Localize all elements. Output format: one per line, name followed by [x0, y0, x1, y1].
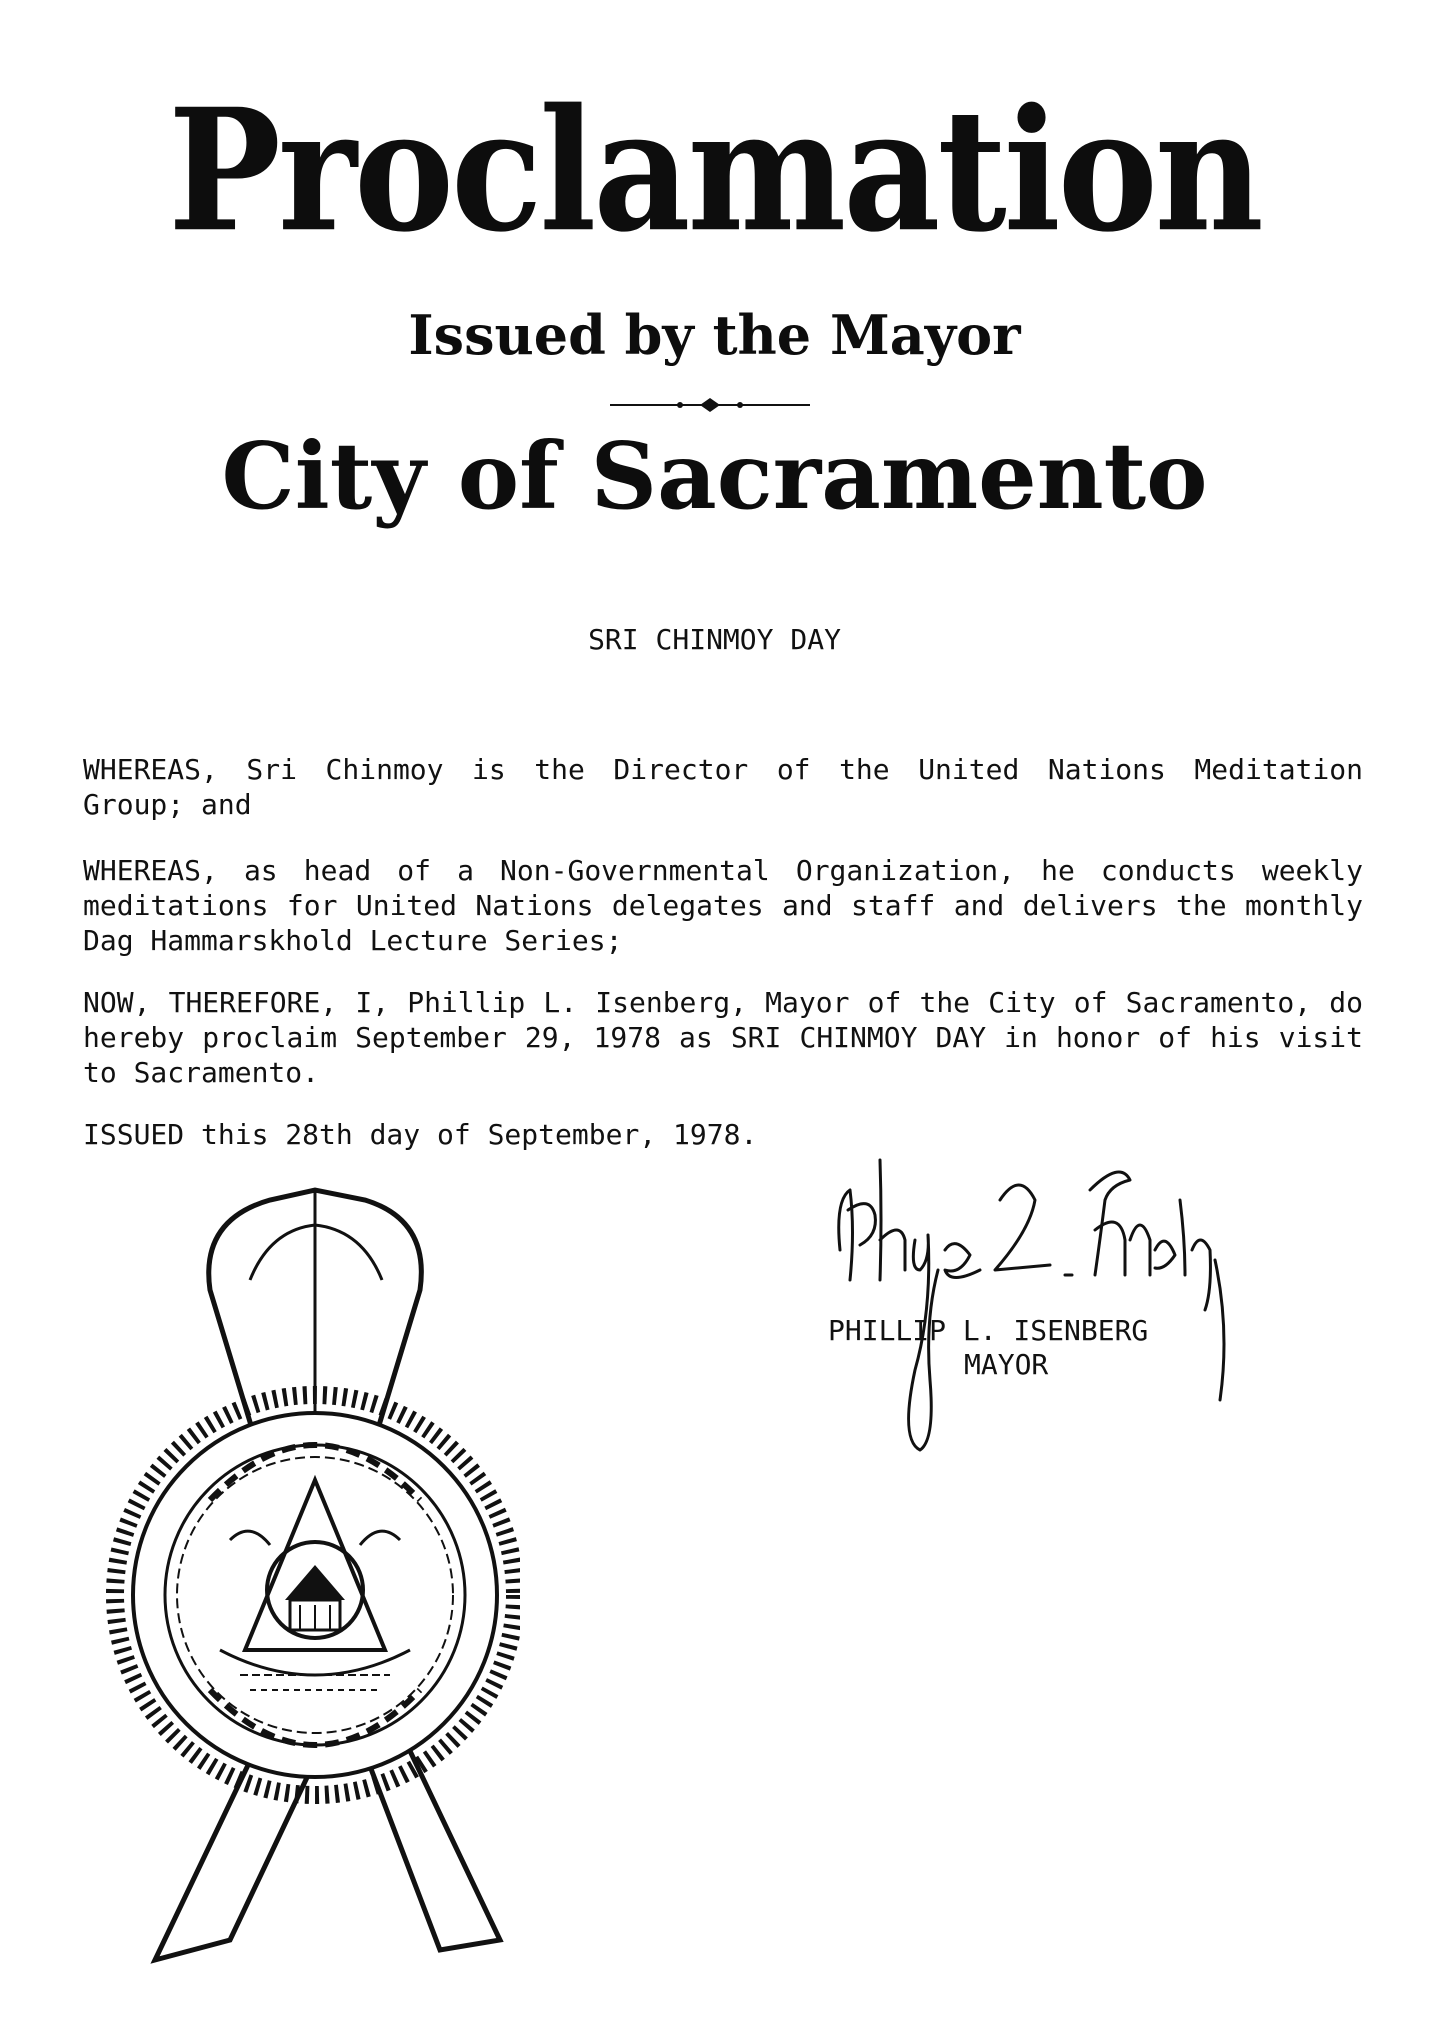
handwritten-signature-icon: [820, 1140, 1240, 1480]
issued-date-line: ISSUED this 28th day of September, 1978.: [83, 1118, 758, 1151]
therefore-paragraph: NOW, THEREFORE, I, Phillip L. Isenberg, Mayor of the City of Sacramento, do hereby proclaim September 29, 1978 as SRI CHINMOY DAY in honor of his visit to Sacramento.: [83, 986, 1363, 1089]
proclamation-title: Proclamation: [168, 72, 1261, 270]
signatory-title: MAYOR: [964, 1348, 1049, 1381]
whereas-paragraph-1: WHEREAS, Sri Chinmoy is the Director of the United Nations Meditation Group; and: [83, 753, 1363, 821]
whereas-paragraph-2: WHEREAS, as head of a Non-Governmental Organization, he conducts weekly meditations for United Nations delegates and staff and delivers the monthly Dag Hammarskhold Lecture Series;: [83, 854, 1363, 957]
day-title: SRI CHINMOY DAY: [588, 623, 841, 656]
city-seal-icon: [100, 1180, 520, 1980]
ornamental-divider: [610, 393, 810, 417]
city-heading: City of Sacramento: [221, 422, 1208, 530]
issued-by-subtitle: Issued by the Mayor: [408, 303, 1021, 367]
signatory-name: PHILLIP L. ISENBERG: [828, 1314, 1149, 1347]
